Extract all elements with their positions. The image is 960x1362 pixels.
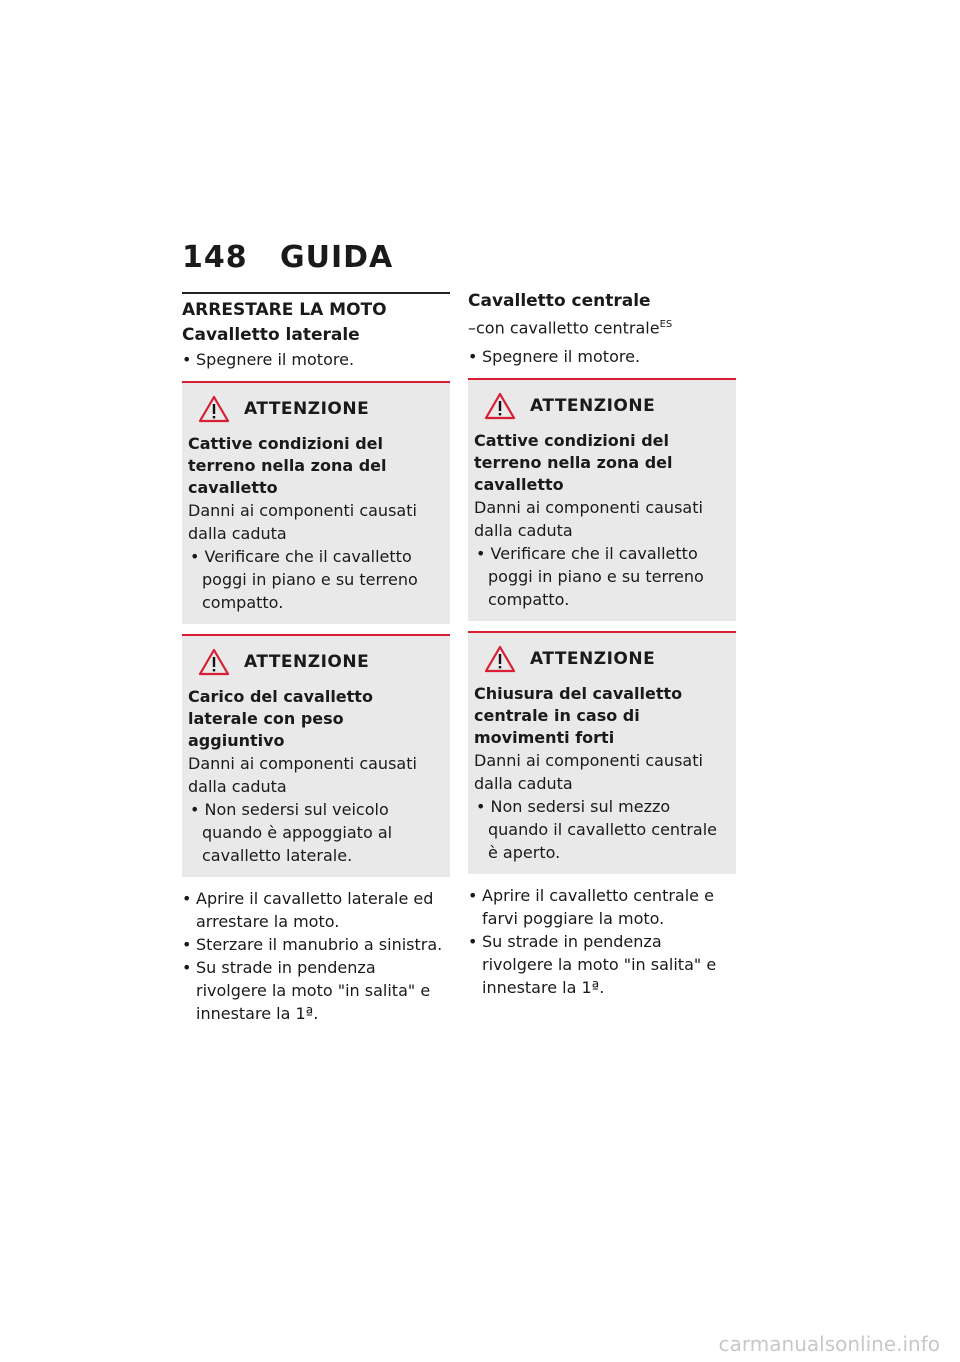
warning-triangle-icon: [484, 392, 516, 420]
warning-title: Cattive condizioni del terreno nella zona del cavalletto: [474, 431, 673, 495]
subhead-center-stand: Cavalletto centrale: [468, 291, 651, 311]
warning-bullet: • Non sedersi sul veicolo quando è appoggiato al cavalletto laterale.: [190, 800, 393, 865]
warning-bullet: • Verificare che il cavalletto poggi in piano e su terreno compatto.: [476, 544, 704, 610]
warning-bullet: • Verificare che il cavalletto poggi in piano e su terreno compatto.: [190, 547, 418, 612]
warning-label: ATTENZIONE: [530, 396, 656, 417]
warning-text: Danni ai componenti causati dalla caduta: [474, 751, 703, 794]
step-item: • Su strade in pendenza rivolgere la moto "in salita" e innestare la 1ª.: [182, 958, 431, 1023]
section-title: ARRESTARE LA MOTO: [182, 292, 450, 320]
warning-box: [182, 381, 450, 624]
step-item: • Aprire il cavalletto laterale ed arrestare la moto.: [182, 889, 434, 931]
warning-triangle-icon: [198, 648, 230, 676]
warning-box: [182, 634, 450, 877]
left-column: [182, 292, 450, 1025]
page-header: [182, 240, 393, 275]
warning-box: [468, 378, 736, 621]
warning-title: Carico del cavalletto laterale con peso aggiuntivo: [188, 687, 373, 750]
warning-label: ATTENZIONE: [244, 399, 370, 419]
warning-label: ATTENZIONE: [530, 649, 656, 670]
warning-text: Danni ai componenti causati dalla caduta: [188, 501, 417, 543]
step-item: • Sterzare il manubrio a sinistra.: [182, 935, 443, 954]
watermark: carmanualsonline.info: [718, 1332, 940, 1356]
equipment-note: –con cavalletto centrale$^{ES}$: [468, 318, 673, 338]
subhead-side-stand: Cavalletto laterale: [182, 325, 360, 345]
equipment-code: ES: [659, 319, 673, 330]
right-column: [468, 290, 736, 999]
warning-title: Cattive condizioni del terreno nella zona del cavalletto: [188, 434, 387, 497]
step-item: • Aprire il cavalletto centrale e farvi poggiare la moto.: [468, 886, 714, 929]
warning-text: Danni ai componenti causati dalla caduta: [188, 754, 417, 796]
page-number: 148: [182, 240, 248, 275]
step-item: • Spegnere il motore.: [468, 347, 641, 367]
warning-triangle-icon: [198, 395, 230, 423]
warning-label: ATTENZIONE: [244, 652, 370, 672]
warning-title: Chiusura del cavalletto centrale in caso di movimenti forti: [474, 684, 683, 748]
warning-box: [468, 631, 736, 874]
warning-triangle-icon: [484, 645, 516, 673]
warning-bullet: • Non sedersi sul mezzo quando il cavalletto centrale è aperto.: [476, 797, 718, 863]
chapter-title: GUIDA: [280, 240, 394, 275]
step-item: • Spegnere il motore.: [182, 350, 355, 369]
warning-text: Danni ai componenti causati dalla caduta: [474, 498, 703, 541]
step-item: • Su strade in pendenza rivolgere la moto "in salita" e innestare la 1ª.: [468, 932, 717, 998]
